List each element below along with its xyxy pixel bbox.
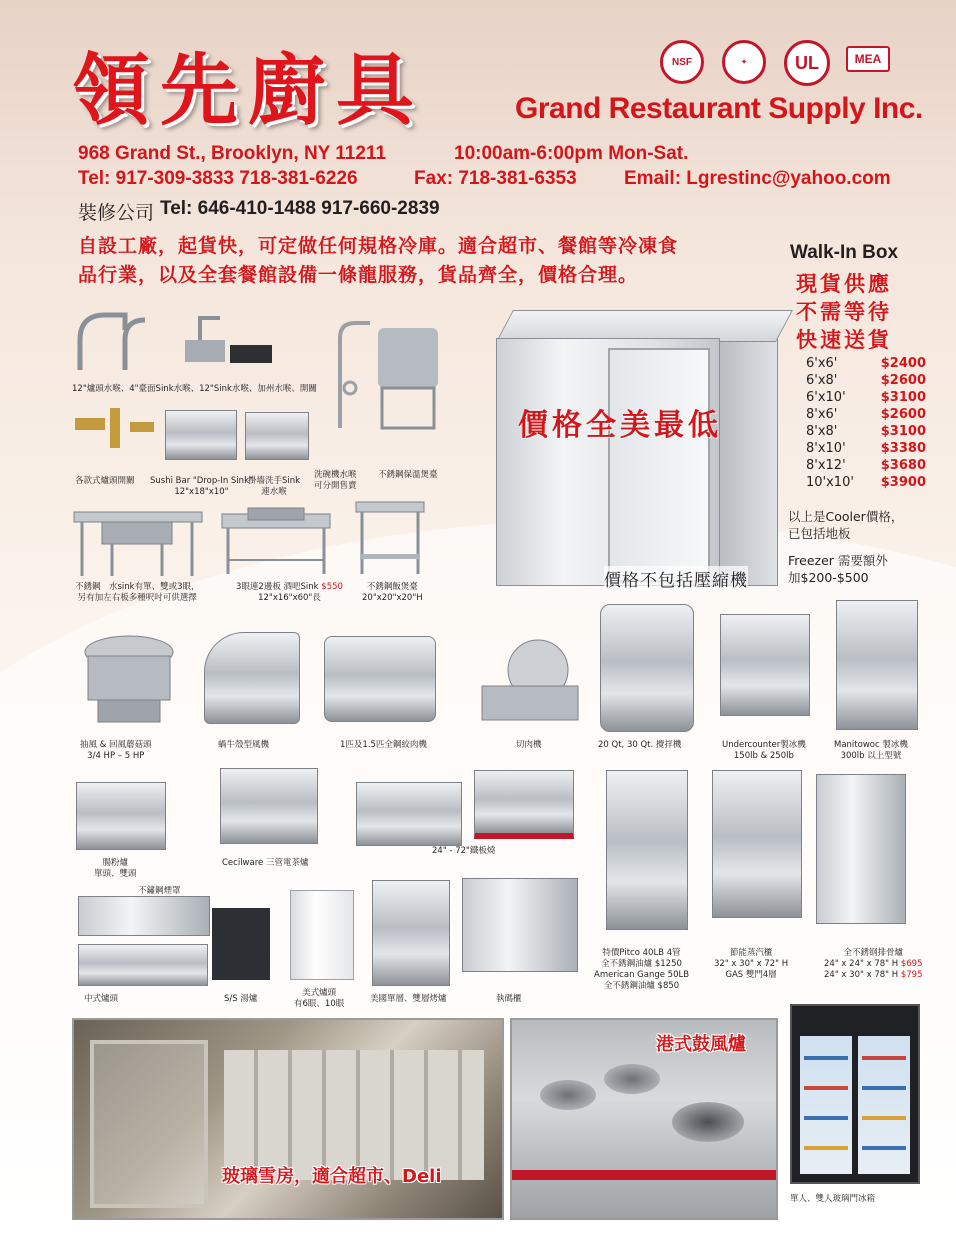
fryer-caption-1: 特價Pitco 40LB 4管 (602, 948, 681, 958)
rib-oven-price-2: $795 (900, 970, 923, 980)
intro-text (78, 232, 778, 290)
sink-caption-1: 不銹鋼 水sink有單、雙或3眼， (75, 582, 200, 592)
steamer-caption-1: 節能蒸汽櫃 (729, 948, 773, 958)
cooler-note-line-2: 已包括地板 (788, 526, 851, 541)
rice-roll-steamer-image (76, 782, 166, 850)
renovation-label: 裝修公司 (78, 203, 155, 224)
wok-range-photo (510, 1018, 778, 1220)
valves-caption: 各款式爐頭開關 (75, 476, 135, 486)
walkin-glass-photo (72, 1018, 504, 1220)
logo-english: Grand Restaurant Supply Inc. (515, 92, 923, 125)
logo-chinese: 領先廚具 (72, 45, 425, 136)
walkin-title: Walk-In Box (790, 242, 899, 263)
rib-oven-caption (824, 948, 922, 981)
renovation-tel: Tel: 646-410-1488 917-660-2839 (160, 198, 440, 219)
wok-burner-3 (672, 1102, 744, 1142)
address: 968 Grand St., Brooklyn, NY 11211 (78, 143, 387, 164)
mea-cert-icon: MEA (846, 46, 890, 72)
rib-oven-size-1: 24" x 24" x 78" H (824, 959, 899, 969)
sushi-sink-caption (150, 476, 253, 498)
valves-image (70, 398, 160, 458)
wok-burner-2 (604, 1064, 660, 1094)
rib-oven-image (816, 774, 906, 924)
freezer-note (788, 552, 888, 586)
sink-caption-2: 另有加左右板多種呎吋可供選擇 (77, 593, 197, 603)
sushi-sink-caption-2: 12"x18"x10" (174, 487, 229, 497)
faucets-image (70, 310, 280, 382)
walkin-sub-3: 快速送貨 (796, 328, 892, 352)
rice-table-caption-2: 20"x20"x20"H (362, 593, 423, 603)
convection-oven-caption: 美國單層、雙層烤爐 (370, 994, 447, 1004)
freezer-note-line-1: Freezer 需要額外 (788, 553, 888, 568)
manitowoc-icemaker-image (836, 600, 918, 730)
cooler-door-left (800, 1036, 852, 1174)
mixer-caption: 20 Qt, 30 Qt. 攪拌機 (598, 740, 682, 750)
fryer-caption (594, 948, 689, 992)
cooler-note (788, 508, 903, 542)
fryer-caption-4: 全不銹鋼油爐 $850 (603, 981, 680, 991)
slicer-image (472, 636, 582, 726)
walkin-sub-1: 現貨供應 (796, 272, 892, 296)
intro-line-2: 品行業，以及全套餐館設備一條龍服務，貨品齊全，價格合理。 (78, 264, 639, 286)
price-row: 8'x10' $3380 (806, 441, 926, 456)
fryer-caption-2: 全不銹鋼油爐 $1250 (601, 959, 682, 969)
tea-urn-image (220, 768, 318, 844)
tea-urn-caption: Cecilware 三管電茶爐 (222, 858, 309, 868)
charbroiler-image (356, 782, 462, 846)
steamer-caption-3: GAS 雙門4層 (725, 970, 777, 980)
walkin-side (718, 322, 778, 586)
prep-table-image (462, 878, 578, 972)
chinese-range-caption: 中式爐頭 (84, 994, 119, 1004)
stock-pot-caption: S/S 湯爐 (224, 994, 258, 1004)
exhaust-caption-2: 3/4 HP – 5 HP (87, 751, 145, 761)
cooler-door-right (858, 1036, 910, 1174)
tel-numbers: Tel: 917-309-3833 718-381-6226 (78, 168, 358, 189)
glass-panels (224, 1050, 484, 1180)
glass-cooler-caption: 單人、雙人玻璃門冰箱 (790, 1194, 876, 1204)
prep-table-caption: 執碼櫃 (496, 994, 522, 1004)
freezer-note-line-2: 加$200-$500 (788, 570, 869, 585)
promo-lowest-price: 價格全美最低 (518, 408, 722, 443)
mixer-image (600, 604, 694, 732)
exhaust-fan-image (74, 630, 184, 730)
steamer-caption (714, 948, 788, 981)
price-row: 8'x6' $2600 (806, 407, 926, 422)
bar-sink-caption (236, 582, 343, 604)
convection-oven-image (372, 880, 450, 986)
bar-sink-price: $550 (321, 582, 343, 592)
slicer-caption: 切肉機 (516, 740, 542, 750)
rice-roll-caption-1: 腸粉爐 (102, 858, 129, 868)
nsf-cert-icon: NSF (660, 40, 704, 84)
hours: 10:00am-6:00pm Mon-Sat. (454, 143, 689, 164)
hand-sink-caption-2: 連水喉 (261, 487, 287, 497)
chinese-range-image (78, 944, 208, 986)
walkin-box-image (478, 308, 780, 586)
hood-image (78, 896, 210, 936)
rice-roll-caption-2: 單頭、雙頭 (94, 869, 137, 879)
steamer-cabinet-image (712, 770, 802, 918)
walkin-sub-2: 不需等待 (796, 300, 892, 324)
wok-range-caption: 港式鼓風爐 (656, 1034, 746, 1055)
bar-sink-caption-1-text: 3眼連2邊板 酒吧Sink (236, 582, 319, 592)
hand-sink-image (245, 412, 309, 460)
promo-no-compressor: 價格不包括壓縮機 (604, 566, 748, 591)
dish-sprayer-caption-2: 可分開售賣 (314, 481, 357, 491)
walkin-glass-caption: 玻璃雪房，適合超市、Deli (222, 1166, 442, 1187)
steamer-caption-2: 32" x 30" x 72" H (714, 959, 789, 969)
price-row: 10'x10' $3900 (806, 475, 926, 490)
rice-table-caption-1: 不銹鋼飯煲臺 (366, 582, 418, 592)
rice-table-image (354, 498, 426, 576)
rib-oven-caption-3 (824, 970, 922, 981)
intro-line-1: 自設工廠，起貨快，可定做任何規格冷庫。適合超市、餐館等冷凍食 (78, 235, 679, 257)
american-range-caption-1: 美式爐頭 (302, 988, 337, 998)
manitowoc-icemaker-caption (834, 740, 908, 762)
griddle-caption: 24" - 72"鐵板燒 (432, 846, 496, 856)
american-range-image (290, 890, 354, 980)
blower-image (204, 632, 300, 724)
faucets-caption: 12"爐頭水喉、4"臺面Sink水喉、12"Sink水喉、加州水喉、開關 (72, 384, 317, 394)
hand-sink-caption (248, 476, 300, 498)
glass-door-cooler-image (790, 1004, 920, 1184)
rib-oven-caption-1: 全不銹钢排骨爐 (843, 948, 903, 958)
dish-sprayer-caption (314, 470, 357, 492)
sushi-sink-image (165, 410, 237, 460)
bar-sink-caption-2: 12"x16"x60"長 (258, 593, 321, 603)
wok-range-trim (512, 1170, 776, 1180)
manitowoc-icemaker-caption-1: Manitowoc 製冰機 (834, 740, 908, 750)
hood-caption: 不鏽鋼煙罩 (138, 886, 181, 896)
rib-oven-price-1: $695 (900, 959, 923, 969)
walkin-door (608, 348, 710, 582)
price-row: 6'x10' $3100 (806, 390, 926, 405)
dish-sprayer-image (330, 318, 450, 436)
seal-cert-icon: ✦ (722, 40, 766, 84)
grinder-caption: 1匹及1.5匹全鋼絞肉機 (340, 740, 427, 750)
cooler-note-line-1: 以上是Cooler價格， (788, 509, 904, 524)
griddle-image (474, 770, 574, 839)
american-range-caption-2: 有6眼、10眼 (294, 999, 345, 1009)
price-row: 8'x12' $3680 (806, 458, 926, 473)
undercounter-icemaker-caption (722, 740, 806, 762)
bar-sink-image (218, 504, 334, 576)
stock-pot-range-image (212, 908, 270, 980)
blower-caption: 蝸牛殼型風機 (218, 740, 270, 750)
bar-sink-caption-1 (236, 582, 343, 593)
manitowoc-icemaker-caption-2: 300lb 以上型號 (840, 751, 902, 761)
email: Email: Lgrestinc@yahoo.com (624, 168, 891, 189)
undercounter-icemaker-caption-2: 150lb & 250lb (733, 751, 794, 761)
three-comp-sink-image (72, 508, 204, 578)
price-row: 8'x8' $3100 (806, 424, 926, 439)
ul-cert-icon: UL (784, 40, 830, 86)
rice-roll-caption (94, 858, 137, 880)
price-row: 6'x6' $2400 (806, 356, 926, 371)
rice-table-caption (362, 582, 423, 604)
rib-oven-caption-2 (824, 959, 922, 970)
fax-number: Fax: 718-381-6353 (414, 168, 577, 189)
sushi-sink-caption-1: Sushi Bar "Drop-In Sink" (150, 476, 253, 486)
fryer-caption-3: American Gange 50LB (594, 970, 690, 980)
grinder-image (324, 636, 436, 722)
hand-sink-caption-1: 掛墻洗手Sink (248, 476, 301, 486)
undercounter-icemaker-image (720, 614, 810, 716)
glass-door (90, 1040, 208, 1208)
dish-sprayer-caption-1: 洗碗機水喉 (314, 470, 357, 480)
undercounter-icemaker-caption-1: Undercounter製冰機 (722, 740, 806, 750)
rib-oven-size-2: 24" x 30" x 78" H (824, 970, 899, 980)
exhaust-caption (80, 740, 152, 762)
american-range-caption (294, 988, 344, 1010)
exhaust-caption-1: 抽風 & 回風蘑菇頭 (80, 740, 152, 750)
wok-burner-1 (540, 1080, 596, 1110)
price-row: 6'x8' $2600 (806, 373, 926, 388)
sink-caption (75, 582, 200, 604)
soup-warmer-caption: 不銹鋼保溫煲臺 (378, 470, 438, 480)
fryer-image (606, 770, 688, 930)
